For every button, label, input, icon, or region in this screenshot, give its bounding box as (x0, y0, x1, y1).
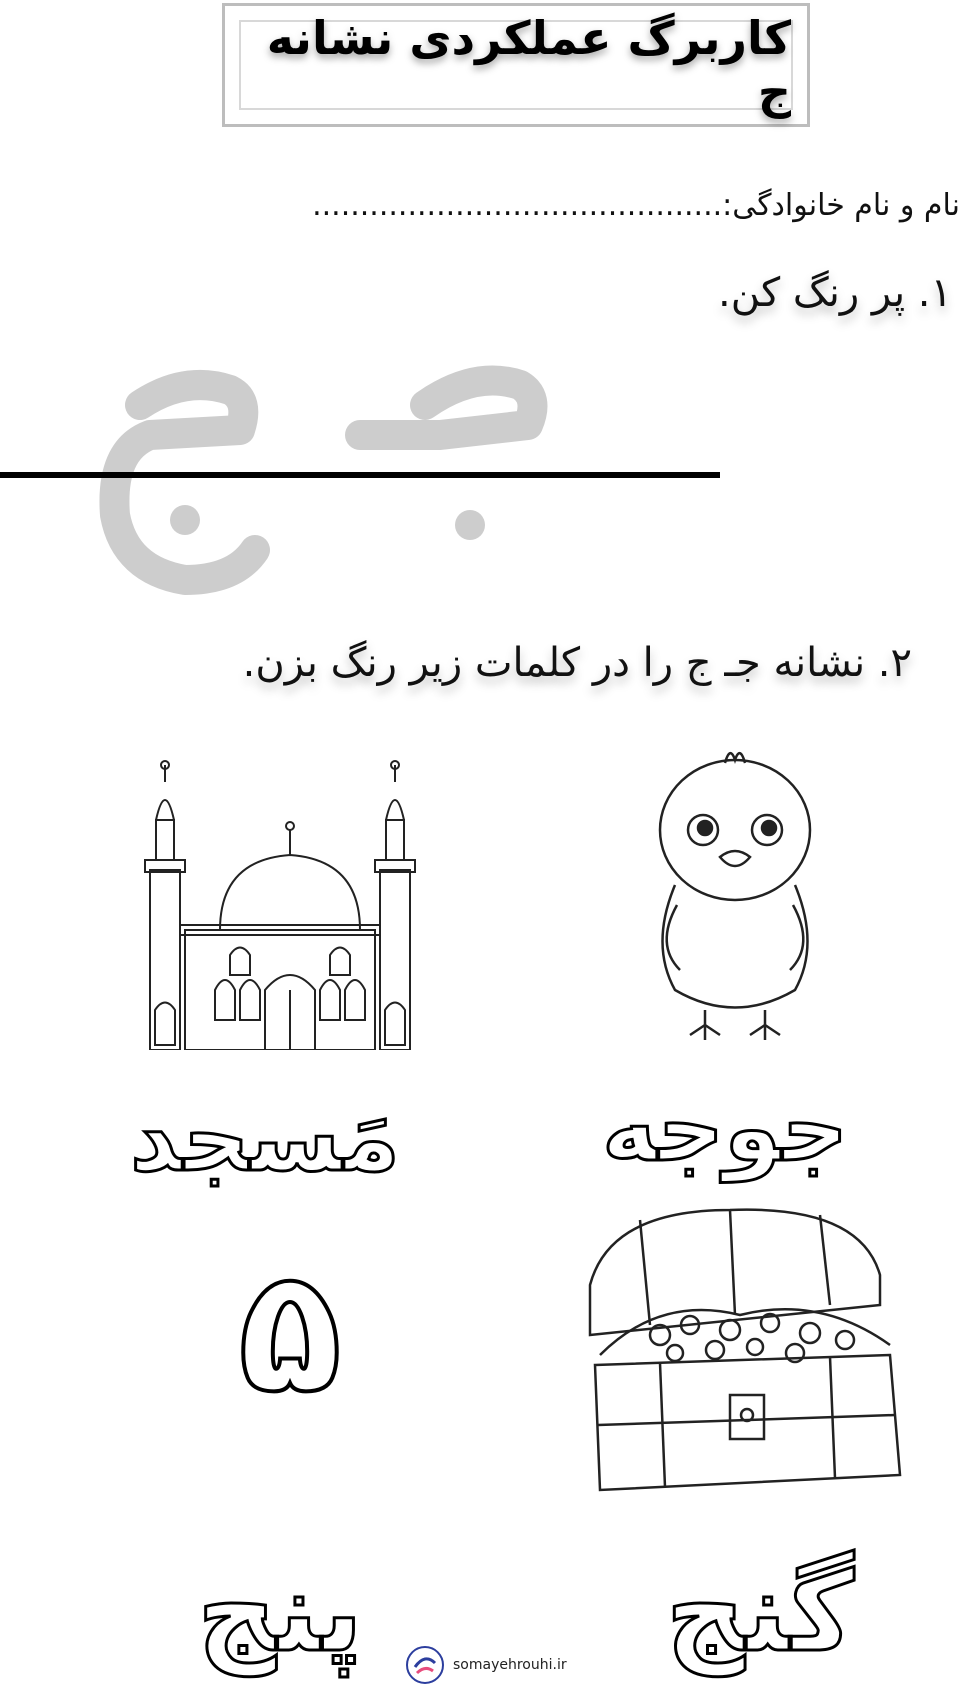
trace-dot-1 (170, 505, 200, 535)
trace-letter-jim-initial (360, 381, 533, 436)
worksheet-title: کاربرگ عملکردی نشانه ج (266, 11, 791, 119)
title-box (222, 3, 810, 127)
word-panj-wrap (150, 1500, 410, 1689)
treasure-chest-illustration (580, 1205, 910, 1495)
footer (405, 1645, 567, 1685)
svg-text:مَسجد: مَسجد (129, 1085, 401, 1192)
svg-text:جوجه: جوجه (601, 1075, 849, 1182)
svg-text:پنج: پنج (197, 1548, 363, 1676)
word-joojeh-wrap (585, 1070, 865, 1204)
title-inner-frame (239, 11, 793, 119)
trace-dot-2 (455, 510, 485, 540)
word-ganj (630, 1480, 890, 1685)
logo-icon (405, 1645, 445, 1685)
word-joojeh (585, 1070, 865, 1200)
svg-text:گنج: گنج (665, 1548, 855, 1676)
word-masjed (105, 1060, 425, 1210)
svg-text:۵: ۵ (238, 1240, 342, 1420)
trace-letter-jim (114, 385, 255, 580)
number-five (200, 1240, 380, 1420)
word-panj (150, 1500, 410, 1685)
mosque-illustration (140, 760, 420, 1050)
tracing-area (0, 355, 730, 635)
word-masjed-wrap (105, 1060, 425, 1214)
word-ganj-wrap (630, 1480, 890, 1689)
name-field-label: نام و نام خانوادگی:........................................... (312, 188, 960, 223)
number-five-wrap (200, 1240, 380, 1424)
question-1: ۱. پر رنگ کن. (717, 270, 952, 316)
chick-illustration (645, 745, 825, 1050)
question-2: ۲. نشانه جـ ج را در کلمات زیر رنگ بزن. (242, 640, 912, 686)
footer-site-link[interactable]: somayehrouhi.ir (453, 1657, 567, 1673)
